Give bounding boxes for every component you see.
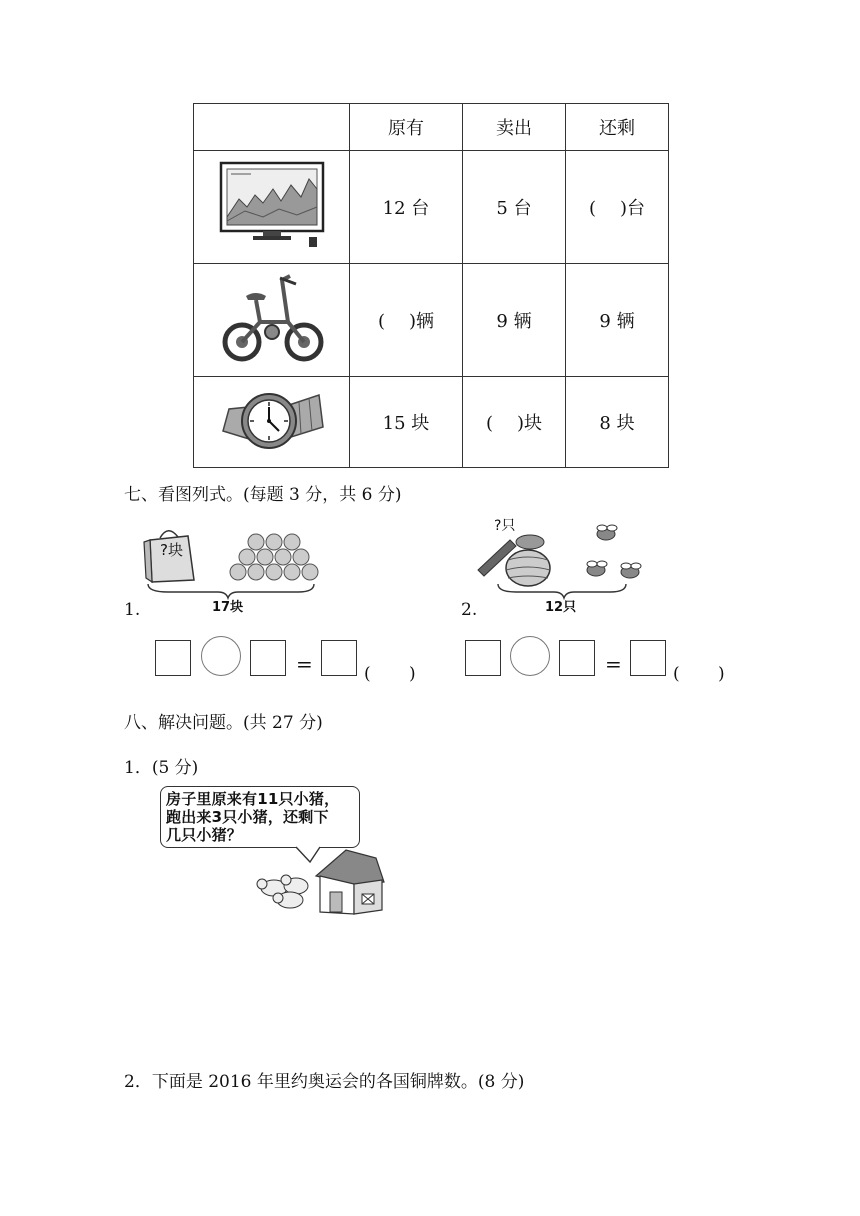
- q1-answer-box-2[interactable]: [250, 640, 286, 676]
- header-empty-cell: [194, 104, 350, 151]
- stock-table: [193, 103, 669, 468]
- bubble-line-1: 房子里原来有11只小猪，: [166, 790, 340, 808]
- bicycle-icon: [220, 270, 324, 366]
- q2-answer-box-2[interactable]: [559, 640, 595, 676]
- honey-jar-icon: [478, 535, 550, 586]
- q2-equals: =: [605, 652, 622, 676]
- bubble-line-2: 跑出来3只小猪，还剩下: [166, 808, 329, 826]
- q2-jar-label: ?只: [494, 518, 516, 534]
- bicycle-original-cell: ( )辆: [350, 264, 463, 377]
- bubble-tail: [296, 847, 320, 862]
- section8-q2-label: 2．下面是 2016 年里约奥运会的各国铜牌数。(8 分): [124, 1072, 525, 1092]
- watch-original-cell: 15 块: [350, 377, 463, 468]
- q1-operator-circle[interactable]: [201, 636, 241, 676]
- house-pigs-picture: [250, 846, 390, 916]
- tv-original-cell: 12 台: [350, 151, 463, 264]
- q2-number: 2.: [461, 600, 478, 620]
- table-header-row: [194, 104, 669, 151]
- header-remaining: 还剩: [566, 104, 669, 151]
- tv-icon: [217, 159, 327, 251]
- watch-sold-cell: ( )块: [463, 377, 566, 468]
- header-sold: 卖出: [463, 104, 566, 151]
- q2-operator-circle[interactable]: [510, 636, 550, 676]
- q1-unit-close: ): [409, 664, 416, 684]
- q2-total-label: 12只: [545, 600, 577, 615]
- q1-number: 1.: [124, 600, 141, 620]
- section8-heading: 八、解决问题。(共 27 分): [124, 713, 323, 733]
- watch-remaining-cell: 8 块: [566, 377, 669, 468]
- q2-answer-box-3[interactable]: [630, 640, 666, 676]
- q1-total-label: 17块: [212, 600, 244, 615]
- blank-open: (: [588, 198, 596, 219]
- tv-sold-cell: 5 台: [463, 151, 566, 264]
- bicycle-image-cell: [194, 264, 350, 377]
- blank-close: )台: [620, 198, 646, 219]
- tv-remaining-cell: [566, 151, 669, 264]
- q1-bag-label: ?块: [160, 541, 183, 559]
- tv-image-cell: [194, 151, 350, 264]
- q2-unit-close: ): [718, 664, 725, 684]
- q1-equals: =: [296, 652, 313, 676]
- table-row-watch: [194, 377, 669, 468]
- header-original: 原有: [350, 104, 463, 151]
- bicycle-remaining-cell: 9 辆: [566, 264, 669, 377]
- bicycle-sold-cell: 9 辆: [463, 264, 566, 377]
- bubble-line-3: 几只小猪？: [166, 826, 243, 844]
- q1-unit-open: (: [364, 664, 371, 684]
- cookies-icon: [230, 534, 318, 580]
- table-row-tv: [194, 151, 669, 264]
- watch-icon: [219, 385, 325, 455]
- speech-bubble: [160, 786, 360, 848]
- q1-answer-box-3[interactable]: [321, 640, 357, 676]
- house-icon: [316, 850, 384, 914]
- pigs-icon: [257, 875, 308, 908]
- section7-heading: 七、看图列式。(每题 3 分，共 6 分): [124, 485, 402, 505]
- q1-answer-box-1[interactable]: [155, 640, 191, 676]
- q2-answer-box-1[interactable]: [465, 640, 501, 676]
- section8-q1-label: 1．(5 分): [124, 758, 199, 778]
- bees-icon: [587, 525, 641, 578]
- watch-image-cell: [194, 377, 350, 468]
- table-row-bicycle: [194, 264, 669, 377]
- q2-unit-open: (: [673, 664, 680, 684]
